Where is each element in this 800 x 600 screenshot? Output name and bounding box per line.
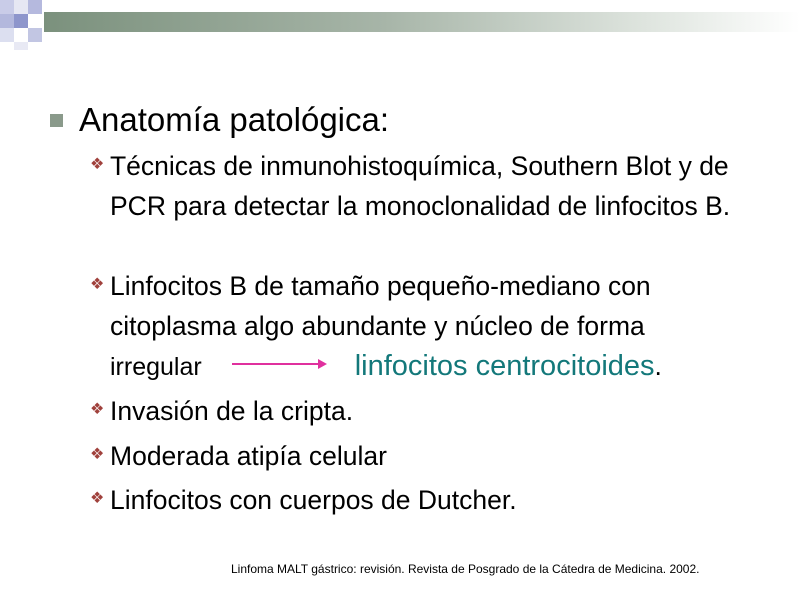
diamond-bullet-icon: ❖: [90, 490, 105, 507]
bullet-item: [90, 480, 780, 522]
diamond-bullet-icon: ❖: [90, 276, 105, 293]
bullet-text: Linfocitos B de tamaño pequeño-mediano con citoplasma algo abundante y núcleo de forma irregular linfocitos centrocitoides.: [110, 271, 662, 382]
diamond-bullet-icon: ❖: [90, 446, 105, 463]
square-bullet-icon: [50, 114, 63, 127]
bullet-item: [90, 266, 780, 387]
bullet-item: [90, 146, 780, 226]
slide-heading: Anatomía patológica:: [50, 100, 389, 140]
arrow-right-icon: [232, 357, 327, 371]
bullet-text: Moderada atipía celular: [110, 441, 387, 471]
bullet-text: Invasión de la cripta.: [110, 396, 354, 426]
bullet-text: Técnicas de inmunohistoquímica, Southern Blot y de PCR para detectar la monoclonalidad de linfocitos B.: [110, 151, 731, 221]
bullet-item: [90, 391, 780, 433]
citation-footer: Linfoma MALT gástrico: revisión. Revista de Posgrado de la Cátedra de Medicina. 2002.: [231, 562, 700, 576]
highlight-text: linfocitos centrocitoides: [354, 350, 655, 382]
bullet-item: [90, 436, 780, 478]
diamond-bullet-icon: ❖: [90, 401, 105, 418]
bullet-text: Linfocitos con cuerpos de Dutcher.: [110, 485, 517, 515]
diamond-bullet-icon: ❖: [90, 156, 105, 173]
